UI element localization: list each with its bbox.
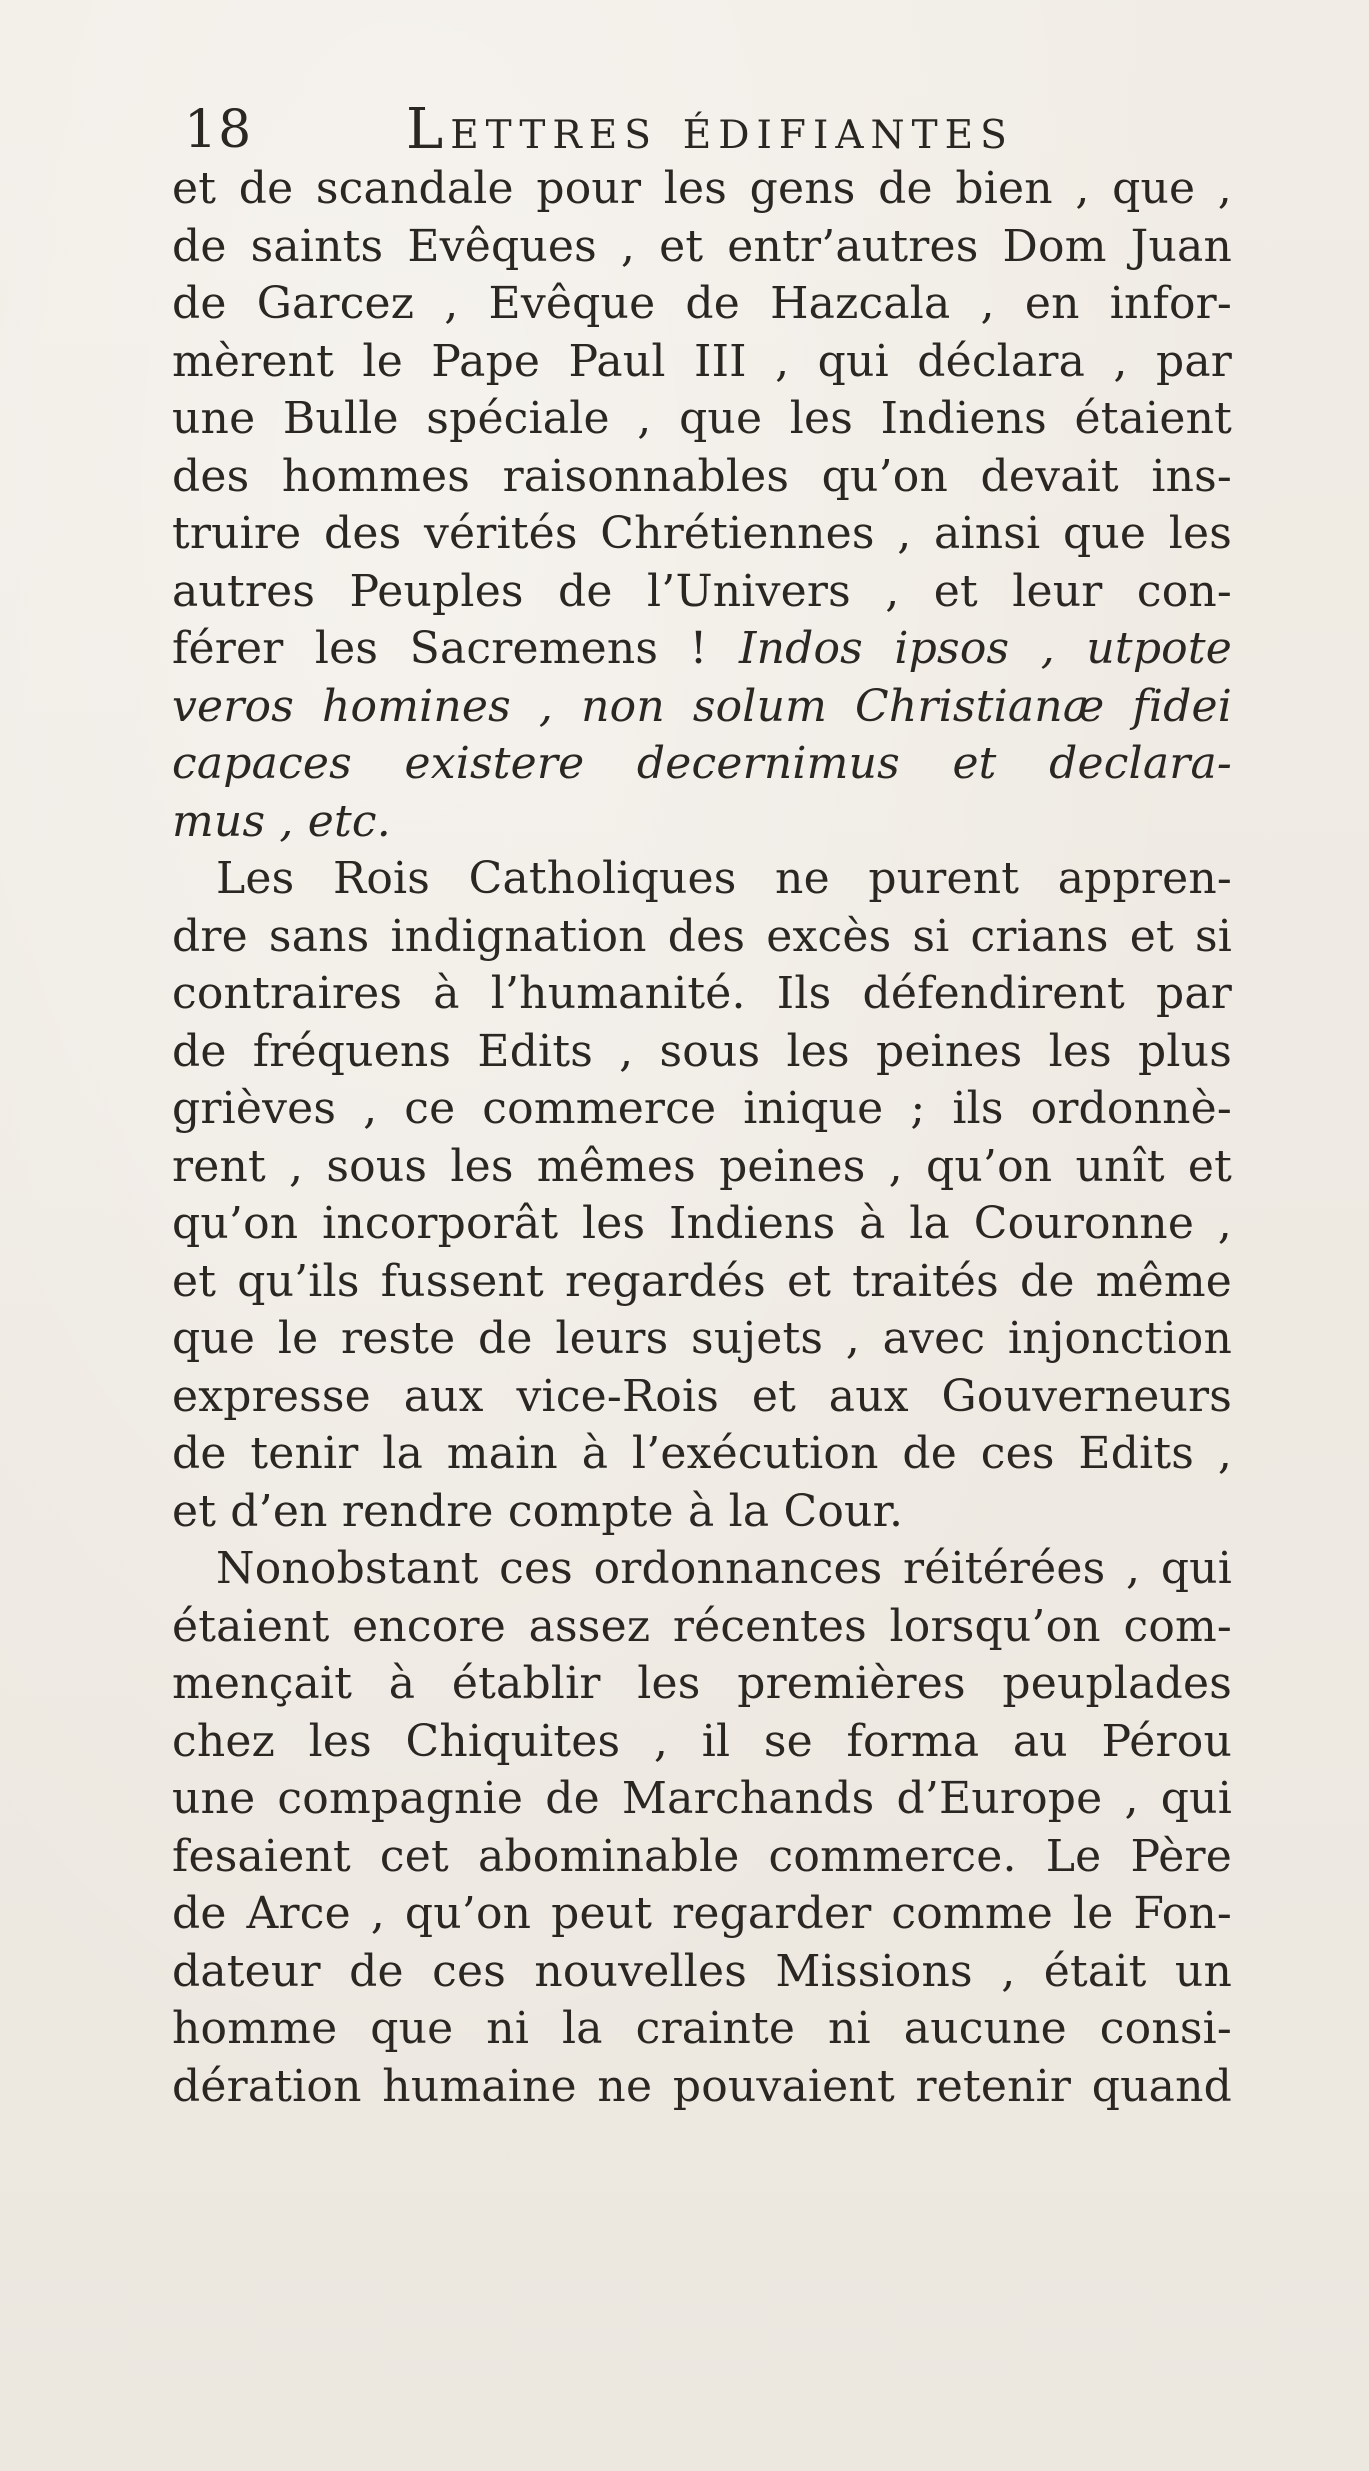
text-line: étaient encore assez récentes lorsqu’on com-: [172, 1600, 1232, 1652]
body-text: [172, 160, 1232, 2115]
text-line: et d’en rendre compte à la Cour.: [172, 1485, 904, 1537]
text-line-mixed: [172, 620, 1232, 678]
text-line: des hommes raisonnables qu’on devait ins-: [172, 450, 1232, 502]
text-line: et qu’ils fussent regardés et traités de même: [172, 1255, 1232, 1307]
text-line: autres Peuples de l’Univers , et leur con-: [172, 565, 1232, 617]
text-line: truire des vérités Chrétiennes , ainsi que les: [172, 508, 1232, 559]
paragraph-start: Nonobstant ces ordonnances réitérées , qui: [216, 1543, 1232, 1594]
text-line: homme que ni la crainte ni aucune consi-: [172, 2003, 1232, 2054]
text-line: que le reste de leurs sujets , avec injonction: [172, 1313, 1232, 1364]
text-line-latin: veros homines , non solum Christianæ fidei: [172, 680, 1232, 732]
text-line: mençait à établir les premières peuplades: [172, 1658, 1232, 1709]
text-line: de Arce , qu’on peut regarder comme le Fon-: [172, 1888, 1232, 1939]
text-line-latin: mus , etc.: [172, 795, 391, 847]
text-line: grièves , ce commerce inique ; ils ordonnè-: [172, 1083, 1232, 1134]
text-line: qu’on incorporât les Indiens à la Couronne ,: [172, 1198, 1232, 1249]
text-line: fesaient cet abominable commerce. Le Père: [172, 1830, 1232, 1882]
text-line: de fréquens Edits , sous les peines les plus: [172, 1025, 1232, 1077]
page-header: [184, 97, 1294, 162]
text-line: mèrent le Pape Paul III , qui déclara , par: [172, 335, 1232, 387]
text-line: chez les Chiquites , il se forma au Pérou: [172, 1715, 1232, 1767]
text-line-latin: capaces existere decernimus et declara-: [172, 738, 1232, 789]
paragraph-start: Les Rois Catholiques ne purent appren-: [216, 853, 1232, 904]
text-line: une Bulle spéciale , que les Indiens étaient: [172, 393, 1232, 444]
running-title: Lettres édifiantes: [406, 97, 1014, 162]
text-line: dre sans indignation des excès si crians et si: [172, 910, 1232, 962]
text-line: dateur de ces nouvelles Missions , était un: [172, 1945, 1232, 1997]
text-line: de tenir la main à l’exécution de ces Edits ,: [172, 1428, 1232, 1479]
text-line: expresse aux vice-Rois et aux Gouverneurs: [172, 1370, 1232, 1422]
text-line: une compagnie de Marchands d’Europe , qui: [172, 1773, 1232, 1824]
text-line: de saints Evêques , et entr’autres Dom Juan: [172, 220, 1232, 272]
text-line-roman: férer les Sacremens !: [172, 623, 739, 674]
text-line: dération humaine ne pouvaient retenir quand: [172, 2060, 1232, 2112]
page-number: 18: [184, 100, 253, 160]
text-line: rent , sous les mêmes peines , qu’on unît et: [172, 1140, 1232, 1192]
text-line: de Garcez , Evêque de Hazcala , en infor-: [172, 278, 1232, 329]
latin-phrase: Indos ipsos , utpote: [739, 623, 1232, 674]
text-line: contraires à l’humanité. Ils défendirent par: [172, 968, 1232, 1019]
text-line: et de scandale pour les gens de bien , que ,: [172, 163, 1232, 214]
